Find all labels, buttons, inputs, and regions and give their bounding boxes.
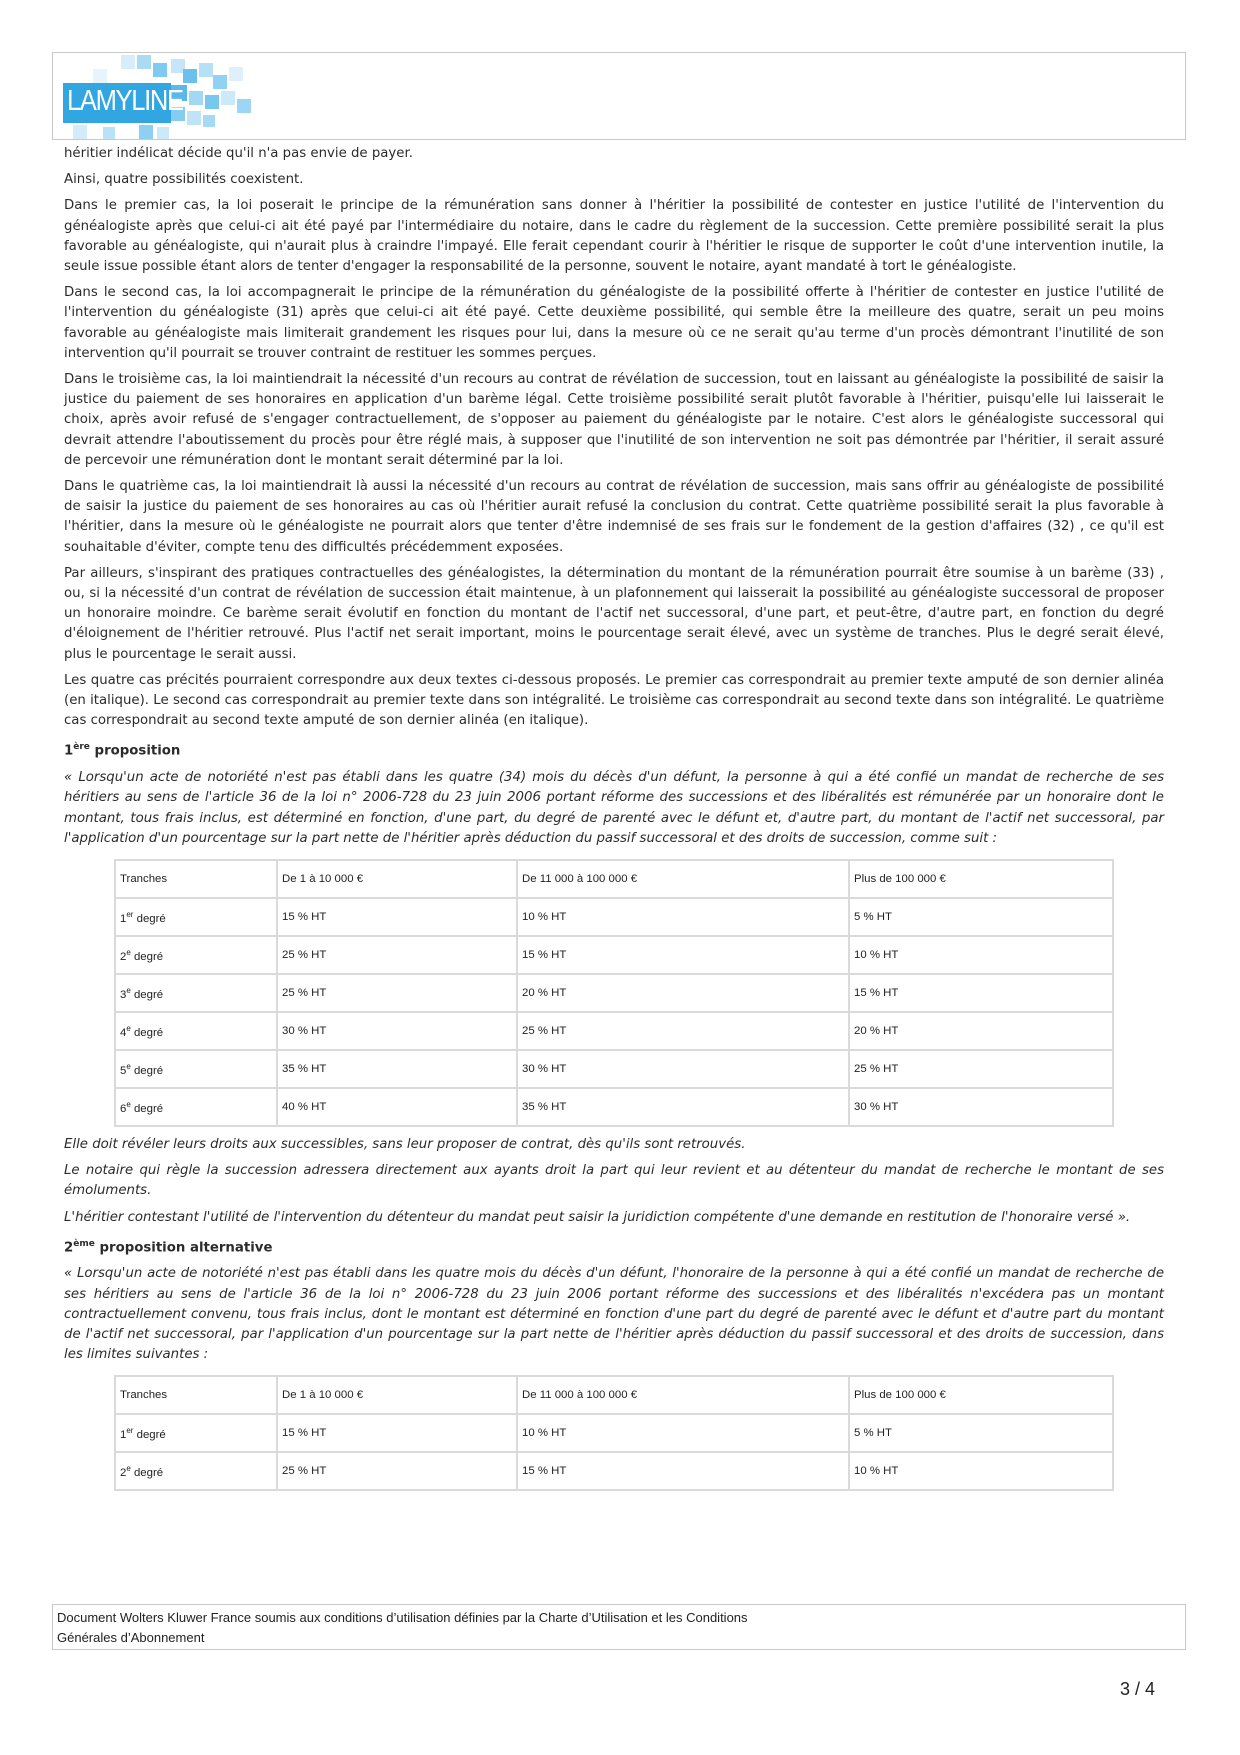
- table-cell: 15 % HT: [277, 1414, 517, 1452]
- page-number: 3 / 4: [1120, 1679, 1156, 1699]
- table-cell: 5 % HT: [849, 898, 1113, 936]
- table-header-cell: Tranches: [115, 1376, 277, 1414]
- table-header-cell: De 11 000 à 100 000 €: [517, 1376, 849, 1414]
- table-cell: 20 % HT: [849, 1012, 1113, 1050]
- paragraph: Les quatre cas précités pourraient correspondre aux deux textes ci-dessous proposés. Le premier cas correspondrait au premier texte amputé de son dernier alinéa (en italique). Le second cas correspondrait au premier texte dans son intégralité. Le troisième cas correspondrait au second texte dans son intégralité. Le quatrième cas correspondrait au second texte amputé de son dernier alinéa (en italique).: [64, 672, 1164, 729]
- table-header-cell: De 11 000 à 100 000 €: [517, 860, 849, 898]
- paragraph: Dans le premier cas, la loi poserait le principe de la rémunération sans donner à l'héritier la possibilité de contester en justice l'utilité de l'intervention du généalogiste après que celui-ci ait été payé par l'intermédiaire du notaire, dans le cadre du règlement de la succession. Cette première possibilité serait la plus favorable au généalogiste, qui n'aurait plus à craindre l'impayé. Elle ferait cependant courir à l'héritier le risque de supporter le coût d'une intervention inutile, la seule issue possible étant alors de tenter d'engager la responsabilité de la personne, souvent le notaire, ayant mandaté à tort le généalogiste.: [64, 198, 1164, 275]
- lamyline-logo: [63, 55, 253, 139]
- paragraph: Dans le quatrième cas, la loi maintiendrait là aussi la nécessité d'un recours au contrat de révélation de succession, mais sans offrir au généalogiste de possibilité de saisir la justice du paiement de ses honoraires au cas où l'héritier aurait refusé la conclusion du contrat. Cette quatrième possibilité serait la plus favorable à l'héritier, dans la mesure où le généalogiste ne pourrait alors que tenter d'être indemnisé de ses frais sur le fondement de la gestion d'affaires (32) , ce qu'il est souhaitable d'éviter, compte tenu des difficultés précédemment exposées.: [64, 479, 1164, 555]
- footer-line: Générales d’Abonnement: [57, 1630, 205, 1645]
- table-header-cell: Plus de 100 000 €: [849, 1376, 1113, 1414]
- degree-cell: 1er degré: [115, 1414, 277, 1452]
- table-row: [115, 1414, 1113, 1452]
- paragraph: Ainsi, quatre possibilités coexistent.: [64, 172, 304, 188]
- table-cell: 30 % HT: [517, 1050, 849, 1088]
- paragraph: Par ailleurs, s'inspirant des pratiques contractuelles des généalogistes, la détermination du montant de la rémunération pourrait être soumise à un barème (33) , ou, si la nécessité d'un contrat de révélation de succession était maintenue, à un plafonnement qui laisserait la possibilité au généalogiste successoral de proposer un honoraire moindre. Ce barème serait évolutif en fonction du montant de l'actif net successoral, d'une part, et peut-être, d'autre part, en fonction du degré d'éloignement de l'héritier retrouvé. Plus l'actif net serait important, moins le pourcentage serait élevé, avec un système de tranches. Plus le degré serait élevé, plus le pourcentage le serait aussi.: [64, 565, 1164, 662]
- table-cell: 40 % HT: [277, 1088, 517, 1126]
- table-row: [115, 898, 1113, 936]
- table-cell: 25 % HT: [277, 936, 517, 974]
- degree-cell: 2e degré: [115, 1452, 277, 1490]
- paragraph: Dans le troisième cas, la loi maintiendrait la nécessité d'un recours au contrat de révélation de succession, tout en laissant au généalogiste la possibilité de saisir la justice du paiement de ses honoraires en application d'un barème légal. Cette troisième possibilité serait plutôt favorable à l'héritier, puisqu'elle lui laisserait le choix, après avoir refusé de s'engager contractuellement, de s'opposer au paiement du généalogiste par le notaire. C'est alors le généalogiste successoral qui devrait attendre l'aboutissement du procès pour être réglé mais, à supposer que l'inutilité de son intervention ne soit pas démontrée par l'héritier, il serait assuré de percevoir une rémunération dont le montant serait déterminé par la loi.: [64, 372, 1164, 468]
- degree-cell: 4e degré: [115, 1012, 277, 1050]
- table-cell: 30 % HT: [849, 1088, 1113, 1126]
- table-cell: 35 % HT: [517, 1088, 849, 1126]
- degree-cell: 5e degré: [115, 1050, 277, 1088]
- table-header-row: [115, 860, 1113, 898]
- proposal-2-heading: 2ème proposition alternative: [64, 1238, 273, 1256]
- degree-cell: 3e degré: [115, 974, 277, 1012]
- table-row: [115, 1452, 1113, 1490]
- proposal-1-heading: 1ère proposition: [64, 742, 181, 759]
- table-cell: 30 % HT: [277, 1012, 517, 1050]
- table-cell: 10 % HT: [517, 898, 849, 936]
- proposal-1-paragraph: Elle doit révéler leurs droits aux successibles, sans leur proposer de contrat, dès qu'ils sont retrouvés.: [64, 1136, 746, 1152]
- proposal-2-quote: « Lorsqu'un acte de notoriété n'est pas établi dans les quatre mois du décès d'un défunt, l'honoraire de la personne à qui a été confié un mandat de recherche de ses héritiers au sens de l'article 36 de la loi n° 2006-728 du 23 juin 2006 portant réforme des successions et des libéralités n'excédera pas un montant contractuellement convenu, tous frais inclus, dont le montant est déterminé en fonction d'une part du degré de parenté avec le défunt et d'autre part du montant de l'actif net successoral, par l'application d'un pourcentage sur la part nette de l'héritier après déduction du passif successoral et des droits de succession, dans les limites suivantes :: [64, 1266, 1164, 1363]
- table-row: [115, 936, 1113, 974]
- table-row: [115, 1012, 1113, 1050]
- table-cell: 20 % HT: [517, 974, 849, 1012]
- page-footer: [52, 1604, 1186, 1650]
- page-header: [52, 52, 1186, 140]
- fee-table-2: [114, 1375, 1114, 1491]
- paragraph: héritier indélicat décide qu'il n'a pas envie de payer.: [64, 146, 413, 161]
- proposal-1-quote: « Lorsqu'un acte de notoriété n'est pas établi dans les quatre (34) mois du décès d'un défunt, la personne à qui a été confié un mandat de recherche de ses héritiers au sens de l'article 36 de la loi n° 2006-728 du 23 juin 2006 portant réforme des successions et des libéralités est rémunérée par un honoraire dont le montant, tous frais inclus, est déterminé en fonction, d'une part, du degré de parenté avec le défunt et, d'autre part, du montant de l'actif net successoral, par l'application d'un pourcentage sur la part nette de l'héritier après déduction du passif successoral et des droits de succession, comme suit :: [64, 770, 1164, 846]
- table-header-cell: Tranches: [115, 860, 277, 898]
- table-cell: 15 % HT: [517, 936, 849, 974]
- proposal-1-paragraph: L'héritier contestant l'utilité de l'intervention du détenteur du mandat peut saisir la juridiction compétente d'une demande en restitution de l'honoraire versé ».: [64, 1209, 1131, 1225]
- degree-cell: 1er degré: [115, 898, 277, 936]
- logo-text: LAMYLINE: [67, 85, 183, 117]
- table-header-cell: De 1 à 10 000 €: [277, 860, 517, 898]
- document-body: [64, 144, 1164, 1499]
- table-cell: 5 % HT: [849, 1414, 1113, 1452]
- degree-cell: 2e degré: [115, 936, 277, 974]
- table-header-cell: Plus de 100 000 €: [849, 860, 1113, 898]
- proposal-1-paragraph: Le notaire qui règle la succession adressera directement aux ayants droit la part qui leur revient et au détenteur du mandat de recherche le montant de ses émoluments.: [64, 1163, 1164, 1199]
- table-cell: 15 % HT: [277, 898, 517, 936]
- fee-table-1: [114, 859, 1114, 1127]
- table-row: [115, 1050, 1113, 1088]
- table-cell: 25 % HT: [849, 1050, 1113, 1088]
- table-cell: 10 % HT: [849, 936, 1113, 974]
- table-cell: 15 % HT: [849, 974, 1113, 1012]
- table-row: [115, 974, 1113, 1012]
- table-cell: 10 % HT: [517, 1414, 849, 1452]
- table-row: [115, 1088, 1113, 1126]
- table-cell: 25 % HT: [277, 974, 517, 1012]
- table-cell: 25 % HT: [517, 1012, 849, 1050]
- footer-line: Document Wolters Kluwer France soumis aux conditions d’utilisation définies par la Charte d’Utilisation et les Conditions: [57, 1610, 748, 1625]
- degree-cell: 6e degré: [115, 1088, 277, 1126]
- table-header-row: [115, 1376, 1113, 1414]
- table-cell: 15 % HT: [517, 1452, 849, 1490]
- table-header-cell: De 1 à 10 000 €: [277, 1376, 517, 1414]
- table-cell: 10 % HT: [849, 1452, 1113, 1490]
- paragraph: Dans le second cas, la loi accompagnerait le principe de la rémunération du généalogiste de la possibilité offerte à l'héritier de contester en justice l'utilité de l'intervention du généalogiste (31) après que celui-ci ait été payé. Cette deuxième possibilité, qui semble être la meilleure des quatre, serait un peu moins favorable au généalogiste mais limiterait grandement les risques pour lui, dans la mesure où ce ne serait qu'au terme d'un procès démontrant l'inutilité de son intervention qu'il pourrait se trouver contraint de restituer les sommes perçues.: [64, 285, 1164, 361]
- table-cell: 25 % HT: [277, 1452, 517, 1490]
- table-cell: 35 % HT: [277, 1050, 517, 1088]
